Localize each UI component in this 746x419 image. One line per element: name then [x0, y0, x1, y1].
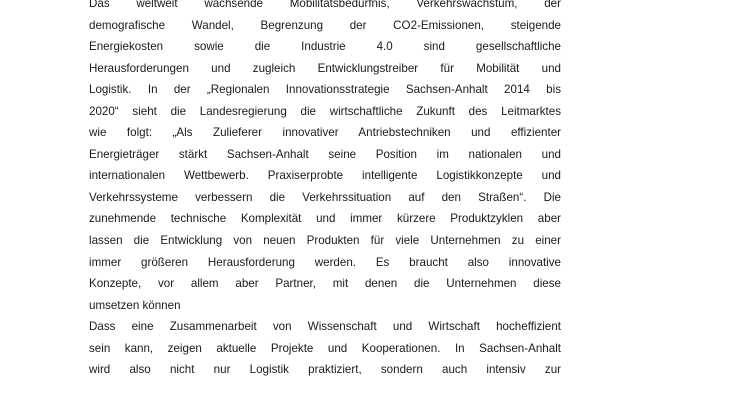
paragraph-science-industry: [89, 316, 561, 381]
text-line: sein kann, zeigen aktuelle Projekte und Kooperationen. In Sachsen-Anhalt: [89, 341, 561, 355]
body-text: [89, 0, 561, 381]
text-line: internationalen Wettbewerb. Praxiserprobte intelligente Logistikkonzepte und: [89, 169, 561, 183]
text-line: Dass eine Zusammenarbeit von Wissenschaft und Wirtschaft hocheffizient: [89, 320, 561, 334]
text-line: Logistik. In der „Regionalen Innovationsstrategie Sachsen-Anhalt 2014 bis: [89, 83, 561, 97]
text-line: Das weltweit wachsende Mobilitätsbedürfnis, Verkehrswachstum, der: [89, 0, 561, 10]
paragraph-mobility-logistics: [89, 0, 561, 316]
text-line: Herausforderungen und zugleich Entwicklungstreiber für Mobilität und: [89, 61, 561, 75]
text-line: Verkehrssysteme verbessern die Verkehrssituation auf den Straßen“. Die: [89, 190, 561, 204]
text-line: Konzepte, vor allem aber Partner, mit denen die Unternehmen diese: [89, 277, 561, 291]
text-line: wird also nicht nur Logistik praktiziert, sondern auch intensiv zur: [89, 363, 561, 377]
text-line: 2020“ sieht die Landesregierung die wirtschaftliche Zukunft des Leitmarktes: [89, 104, 561, 118]
text-line: demografische Wandel, Begrenzung der CO2-Emissionen, steigende: [89, 18, 561, 32]
text-line: lassen die Entwicklung von neuen Produkten für viele Unternehmen zu einer: [89, 234, 561, 248]
text-line: Energieträger stärkt Sachsen-Anhalt seine Position im nationalen und: [89, 147, 561, 161]
text-line: Energiekosten sowie die Industrie 4.0 sind gesellschaftliche: [89, 40, 561, 54]
text-line: wie folgt: „Als Zulieferer innovativer Antriebstechniken und effizienter: [89, 126, 561, 140]
text-line: immer größeren Herausforderung werden. Es braucht also innovative: [89, 255, 561, 269]
text-line: umsetzen können: [89, 298, 181, 312]
text-line: zunehmende technische Komplexität und immer kürzere Produktzyklen aber: [89, 212, 561, 226]
